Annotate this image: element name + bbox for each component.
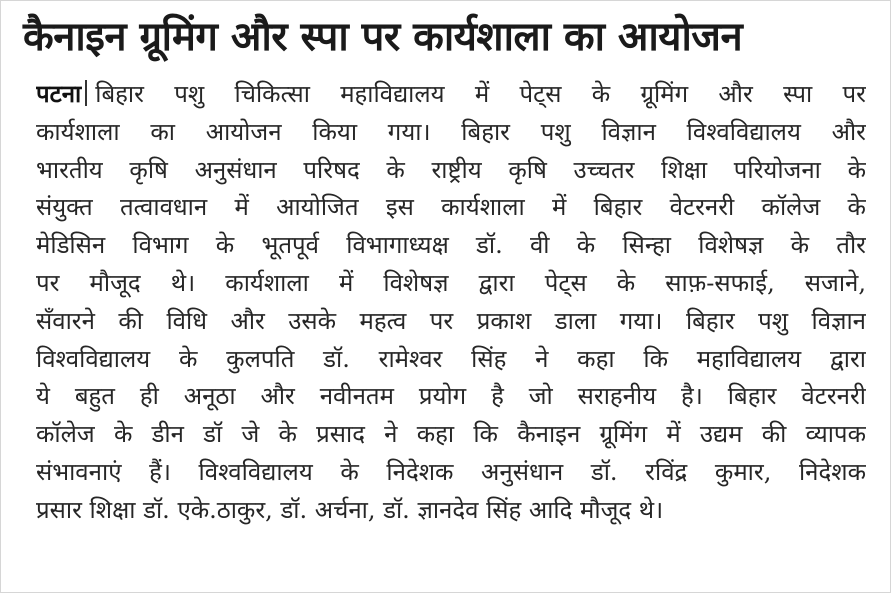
article-line: प्रसार शिक्षा डॉ. एके.ठाकुर, डॉ. अर्चना, डॉ. ज्ञानदेव सिंह आदि मौजूद थे। bbox=[36, 495, 664, 524]
article-line: कॉलेज के डीन डॉ जे के प्रसाद ने कहा कि कैनाइन ग्रूमिंग में उद्यम की व्यापक bbox=[36, 420, 866, 449]
article-line: मेडिसिन विभाग के भूतपूर्व विभागाध्यक्ष डॉ. वी के सिन्हा विशेषज्ञ के तौर bbox=[36, 231, 866, 260]
article-line: ये बहुत ही अनूठा और नवीनतम प्रयोग है जो सराहनीय है। बिहार वेटरनरी bbox=[36, 382, 866, 411]
article-line: संयुक्त तत्वावधान में आयोजित इस कार्यशाला में बिहार वेटरनरी कॉलेज के bbox=[36, 193, 866, 222]
dateline-separator bbox=[85, 80, 87, 106]
article-line: भारतीय कृषि अनुसंधान परिषद के राष्ट्रीय कृषि उच्चतर शिक्षा परियोजना के bbox=[36, 155, 866, 184]
article-line: सँवारने की विधि और उसके महत्व पर प्रकाश डाला गया। बिहार पशु विज्ञान bbox=[36, 306, 866, 335]
article-line bbox=[36, 76, 866, 114]
article-line-text: बिहार पशु चिकित्सा महाविद्यालय में पेट्स के ग्रूमिंग और स्पा पर bbox=[95, 80, 866, 108]
dateline: पटना bbox=[36, 80, 82, 108]
article-line: संभावनाएं हैं। विश्वविद्यालय के निदेशक अनुसंधान डॉ. रविंद्र कुमार, निदेशक bbox=[36, 457, 866, 486]
headline: कैनाइन ग्रूमिंग और स्पा पर कार्यशाला का आयोजन bbox=[23, 14, 743, 60]
article-line: कार्यशाला का आयोजन किया गया। बिहार पशु विज्ञान विश्वविद्यालय और bbox=[36, 117, 866, 146]
article-body bbox=[36, 76, 866, 530]
article-line: विश्वविद्यालय के कुलपति डॉ. रामेश्वर सिंह ने कहा कि महाविद्यालय द्वारा bbox=[36, 344, 866, 373]
article-line: पर मौजूद थे। कार्यशाला में विशेषज्ञ द्वारा पेट्स के साफ़-सफाई, सजाने, bbox=[36, 268, 866, 297]
